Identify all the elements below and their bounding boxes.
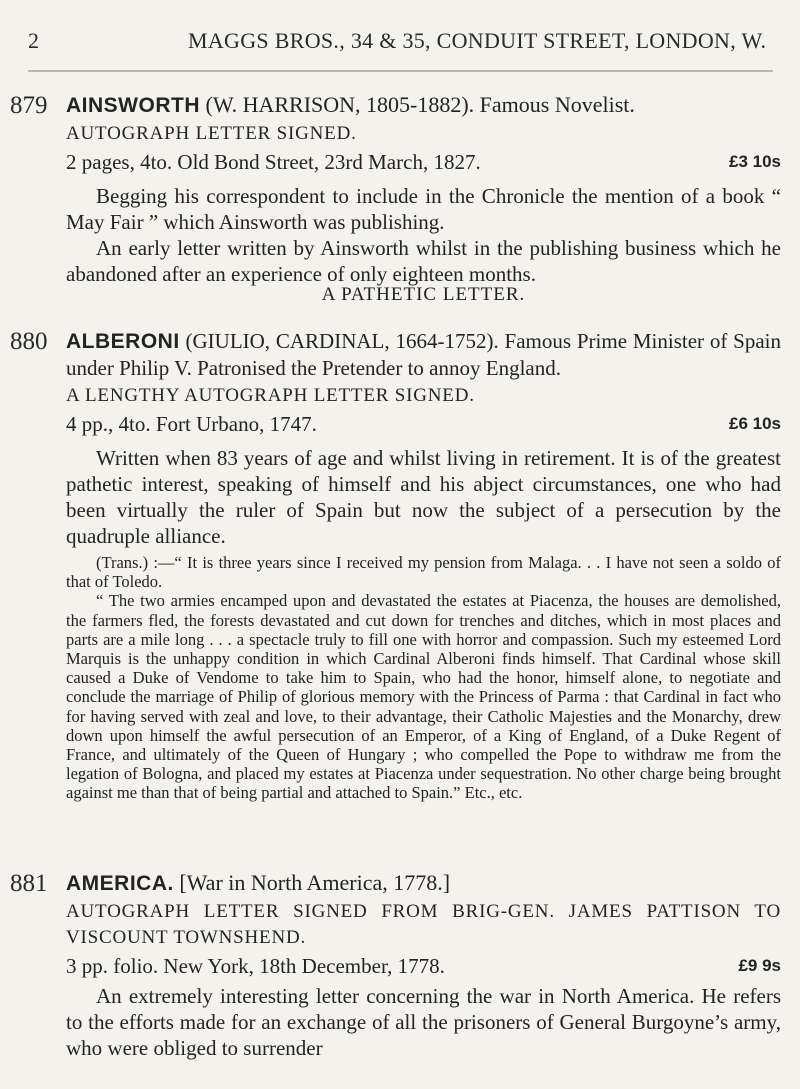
translation-paragraph: “ The two armies encamped upon and devastated the estates at Piacenza, the houses are demolished, the farmers fled, the forests devastated and cut down for trenches and ditches, which in most places and parts are a mile long . . . a spectacle truly to fill one with horror and compassion. Such my esteemed Lord Marquis is the unhappy condition in which Cardinal Alberoni finds himself. That Cardinal whose skill caused a Duke of Vendome to take him to Spain, who had the honor, himself alone, to negotiate and conclude the marriage of Philip of glorious memory with the Princess of Parma : that Cardinal in fact who for having served with zeal and love, to their advantage, their Catholic Majesties and the Monarchy, drew down upon himself the awful persecution of an Emperor, of a King of England, of a Duke Regent of France, and ultimately of the Queen of Hungary ; who compelled the Pope to withdraw me from the legation of Bologna, and placed my estates at Piacenza under sequestration. No other charge being brought against me than that of being partial and attached to Spain.” Etc., etc. (66, 591, 781, 803)
entry-number: 881 (10, 870, 48, 897)
item-type: AUTOGRAPH LETTER SIGNED. (66, 123, 357, 144)
entry-heading: (GIULIO, CARDINAL, 1664-1752). Famous Prime Minister of Spain under Philip V. Patronised the Pretender to annoy England. (66, 329, 781, 380)
item-details: 4 pp., 4to. Fort Urbano, 1747. (66, 412, 317, 436)
header-rule (28, 70, 773, 72)
description-paragraph: Written when 83 years of age and whilst living in retirement. It is of the greatest pathetic interest, speaking of himself and his abject circumstances, one who had been virtually the ruler of Spain but now the subject of a persecution by the quadruple alliance. (66, 446, 781, 548)
price: £9 9s (738, 956, 781, 975)
running-title: MAGGS BROS., 34 & 35, CONDUIT STREET, LONDON, W. (188, 28, 767, 53)
page-number: 2 (28, 28, 40, 53)
item-details: 3 pp. folio. New York, 18th December, 1778. (66, 954, 445, 978)
entry-name: AMERICA. (66, 872, 174, 895)
item-details: 2 pages, 4to. Old Bond Street, 23rd March, 1827. (66, 150, 481, 174)
entry-name: AINSWORTH (66, 94, 200, 117)
price: £3 10s (729, 152, 781, 171)
entry-heading: (W. HARRISON, 1805-1882). Famous Novelist. (205, 92, 635, 117)
section-caption: A PATHETIC LETTER. (321, 284, 526, 305)
entry-number: 880 (10, 328, 48, 355)
entry-name: ALBERONI (66, 330, 180, 353)
description-paragraph: An extremely interesting letter concerning the war in North America. He refers to the efforts made for an exchange of all the prisoners of General Burgoyne’s army, who were obliged to surrender (66, 984, 781, 1060)
price: £6 10s (729, 414, 781, 433)
description-paragraph: Begging his correspondent to include in the Chronicle the mention of a book “ May Fair ” which Ainsworth was publishing. (66, 184, 781, 234)
entry-heading: [War in North America, 1778.] (179, 870, 451, 895)
entry-number: 879 (10, 92, 48, 119)
translation-paragraph: (Trans.) :—“ It is three years since I received my pension from Malaga. . . I have not seen a soldo of that of Toledo. (66, 553, 781, 592)
description-paragraph: An early letter written by Ainsworth whilst in the publishing business which he abandoned after an experience of only eighteen months. (66, 236, 781, 286)
item-type: A LENGTHY AUTOGRAPH LETTER SIGNED. (66, 385, 475, 406)
item-type: AUTOGRAPH LETTER SIGNED FROM BRIG-GEN. JAMES PATTISON TO VISCOUNT TOWNSHEND. (66, 901, 781, 948)
